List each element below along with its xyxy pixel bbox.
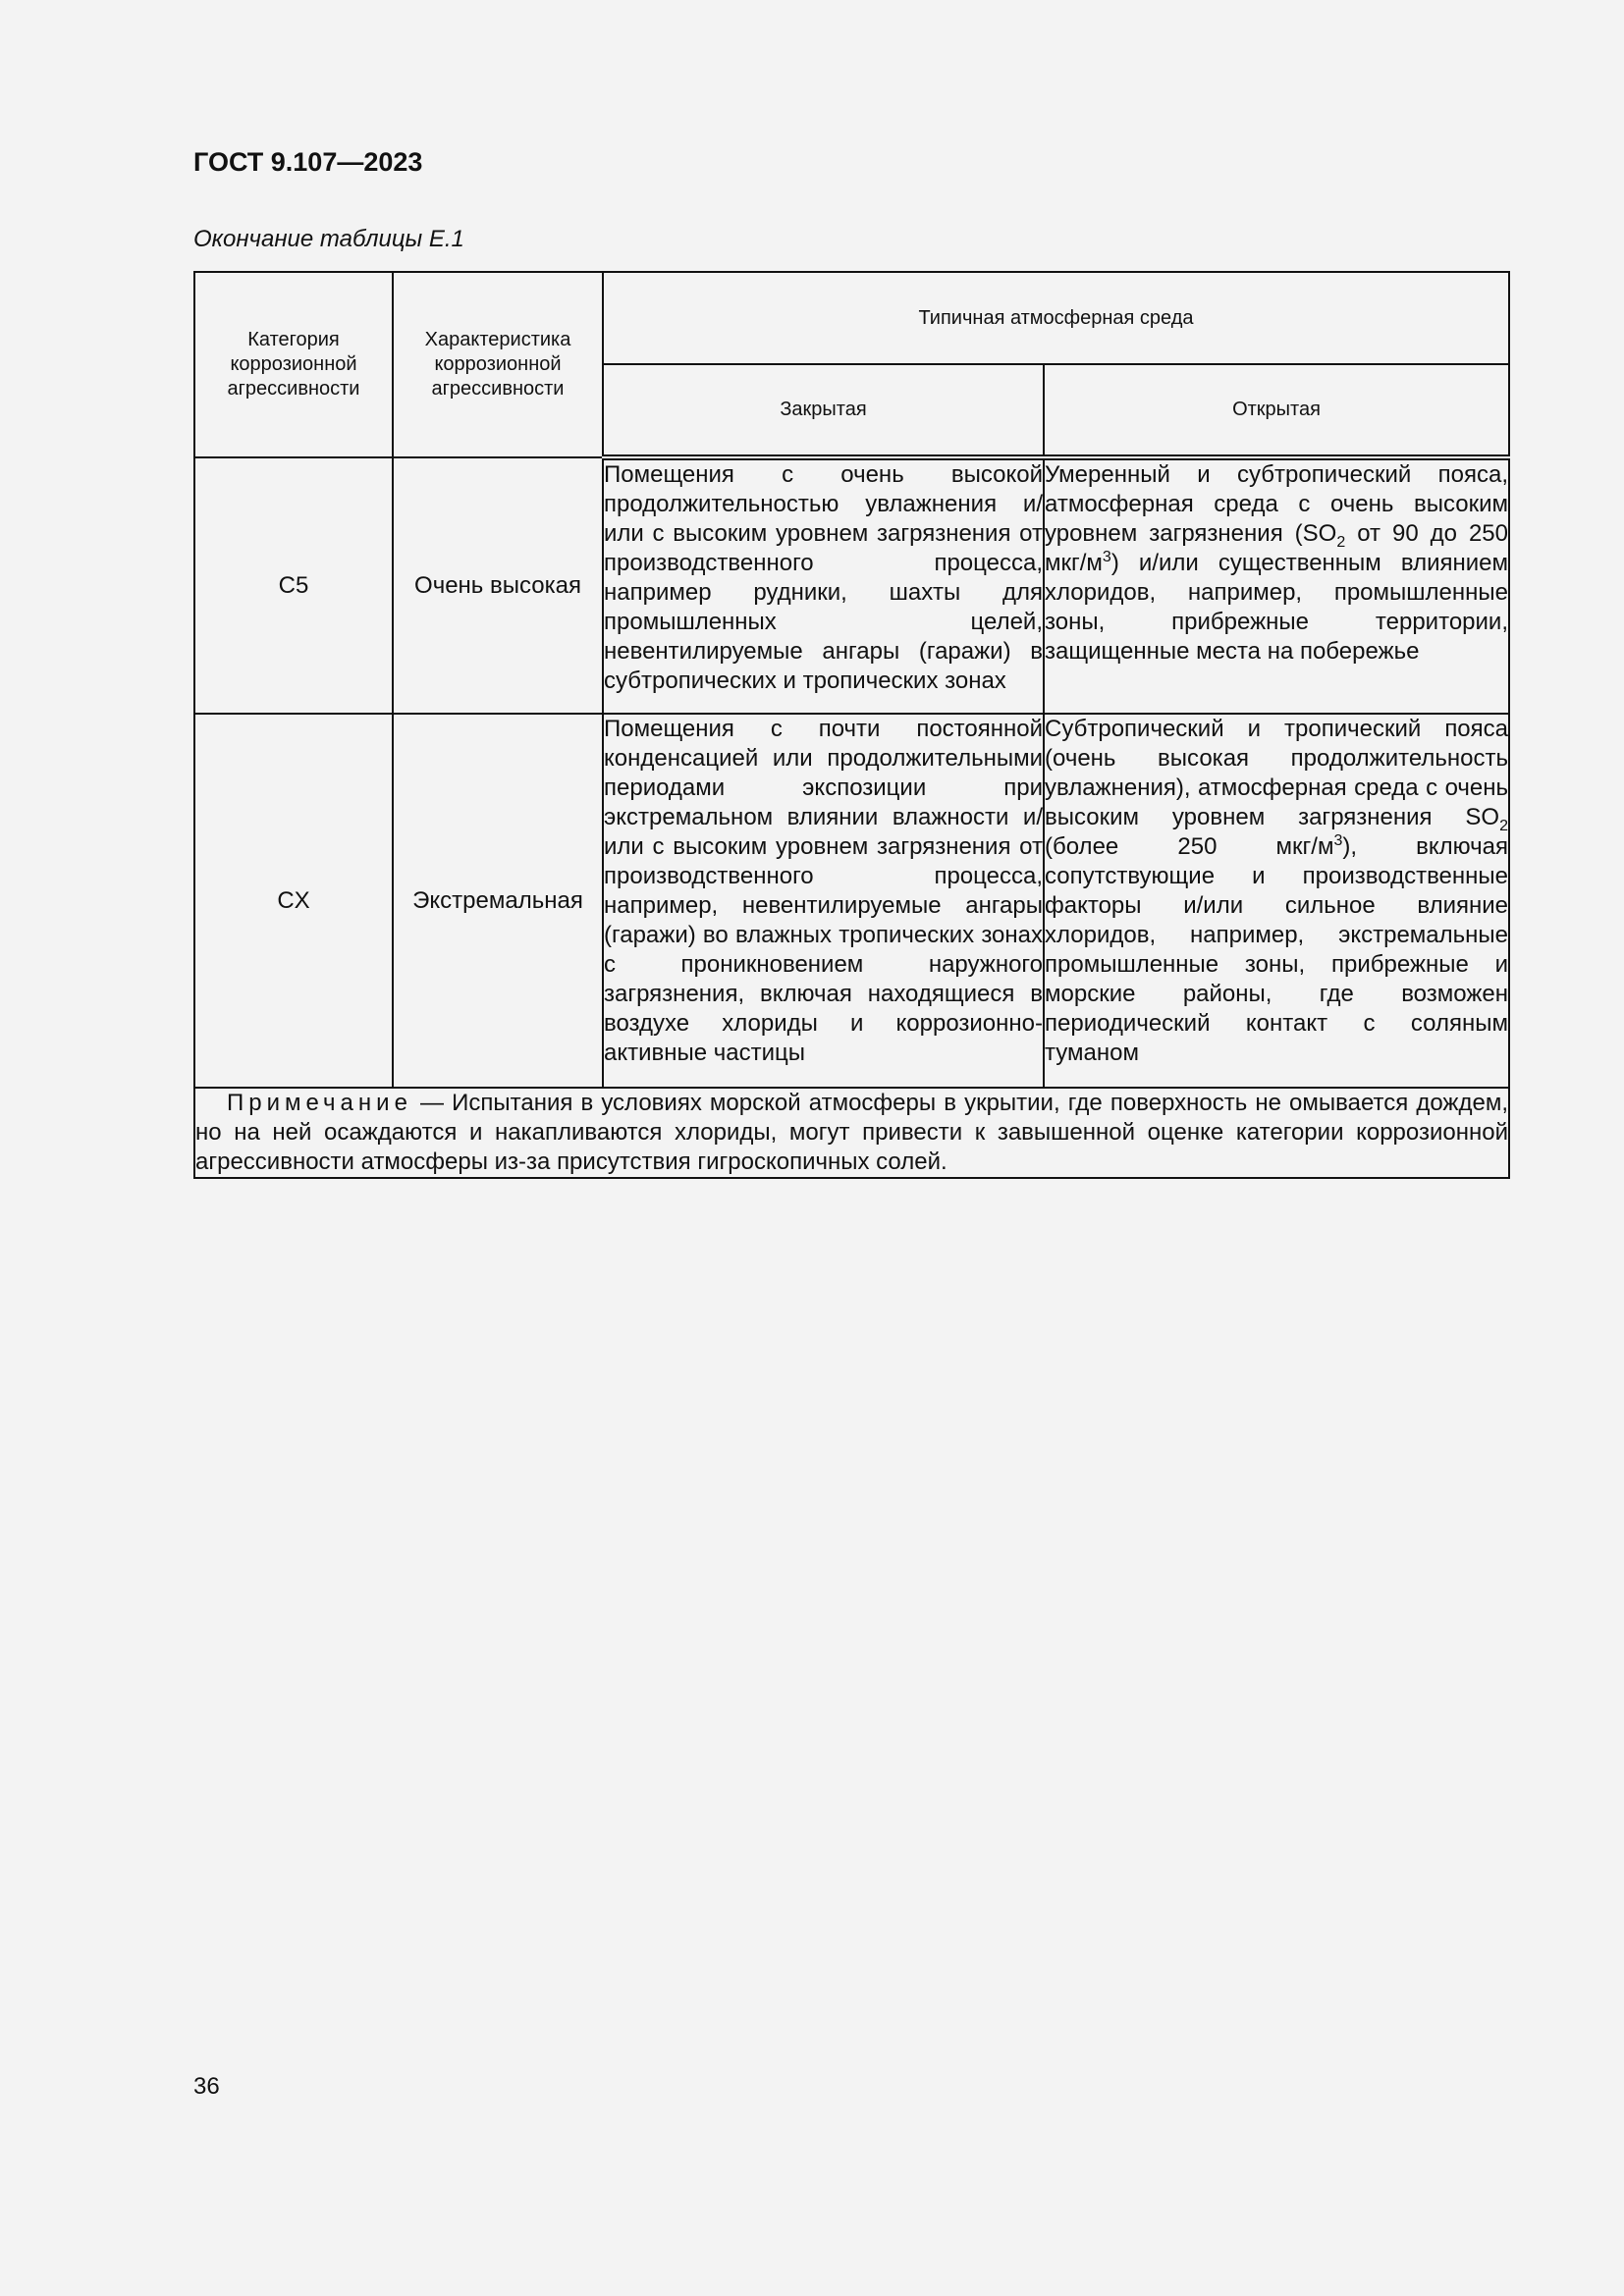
- open-env-cell: Умеренный и субтропический пояса, атмосферная среда с очень высоким уровнем загрязнения ($SO_2$ от 90 до 250 мкг/$м^3$) и/или существенным влиянием хлоридов, например, промышленные зоны, прибрежные территории, защищенные места на побережье: [1044, 457, 1509, 714]
- header-category: Категория коррозионной агрессивности: [194, 272, 393, 457]
- standard-code: ГОСТ 9.107—2023: [193, 147, 423, 177]
- page-number: 36: [193, 2073, 220, 2100]
- closed-env-cell: Помещения с почти постоянной конденсацией или продолжительными периодами экспозиции при экстремальном влиянии влажности и/или с высоким уровнем загрязнения от производственного процесса, например, невентилируемые ангары (гаражи) во влажных тропических зонах с проникновением наружного загрязнения, включая находящиеся в воздухе хлориды и коррозионно-активные частицы: [603, 714, 1044, 1088]
- header-closed: Закрытая: [603, 364, 1044, 457]
- table-row: [194, 714, 1509, 1088]
- closed-env-cell: Помещения с очень высокой продолжительностью увлажнения и/или с высоким уровнем загрязнения от производственного процесса, например рудники, шахты для промышленных целей, невентилируемые ангары (гаражи) в субтропических и тропических зонах: [603, 457, 1044, 714]
- table-caption: Окончание таблицы Е.1: [193, 226, 464, 252]
- note-text: — Испытания в условиях морской атмосферы в укрытии, где поверхность не омывается дождем, но на ней осаждаются и накапливаются хлориды, могут привести к завышенной оценке категории коррозионной агрессивности атмосферы из-за присутствия гигроскопичных солей.: [195, 1090, 1508, 1175]
- characteristic-cell: Очень высокая: [393, 457, 603, 714]
- category-cell: C5: [194, 457, 393, 714]
- header-environment: Типичная атмосферная среда: [603, 272, 1509, 364]
- note-label: Примечание: [227, 1090, 412, 1116]
- open-env-cell: Субтропический и тропический пояса (очень высокая продолжительность увлажнения), атмосферная среда с очень высоким уровнем загрязнения $SO_2$ (более 250 мкг/$м^3$), включая сопутствующие и производственные факторы и/или сильное влияние хлоридов, например, экстремальные промышленные зоны, прибрежные и морские районы, где возможен периодический контакт с соляным туманом: [1044, 714, 1509, 1088]
- table-note-row: [194, 1088, 1509, 1178]
- header-open: Открытая: [1044, 364, 1509, 457]
- characteristic-cell: Экстремальная: [393, 714, 603, 1088]
- header-characteristic: Характеристика коррозионной агрессивности: [393, 272, 603, 457]
- category-cell: CX: [194, 714, 393, 1088]
- table-note: [194, 1088, 1509, 1178]
- corrosivity-table: [193, 271, 1510, 1179]
- table-row: [194, 457, 1509, 714]
